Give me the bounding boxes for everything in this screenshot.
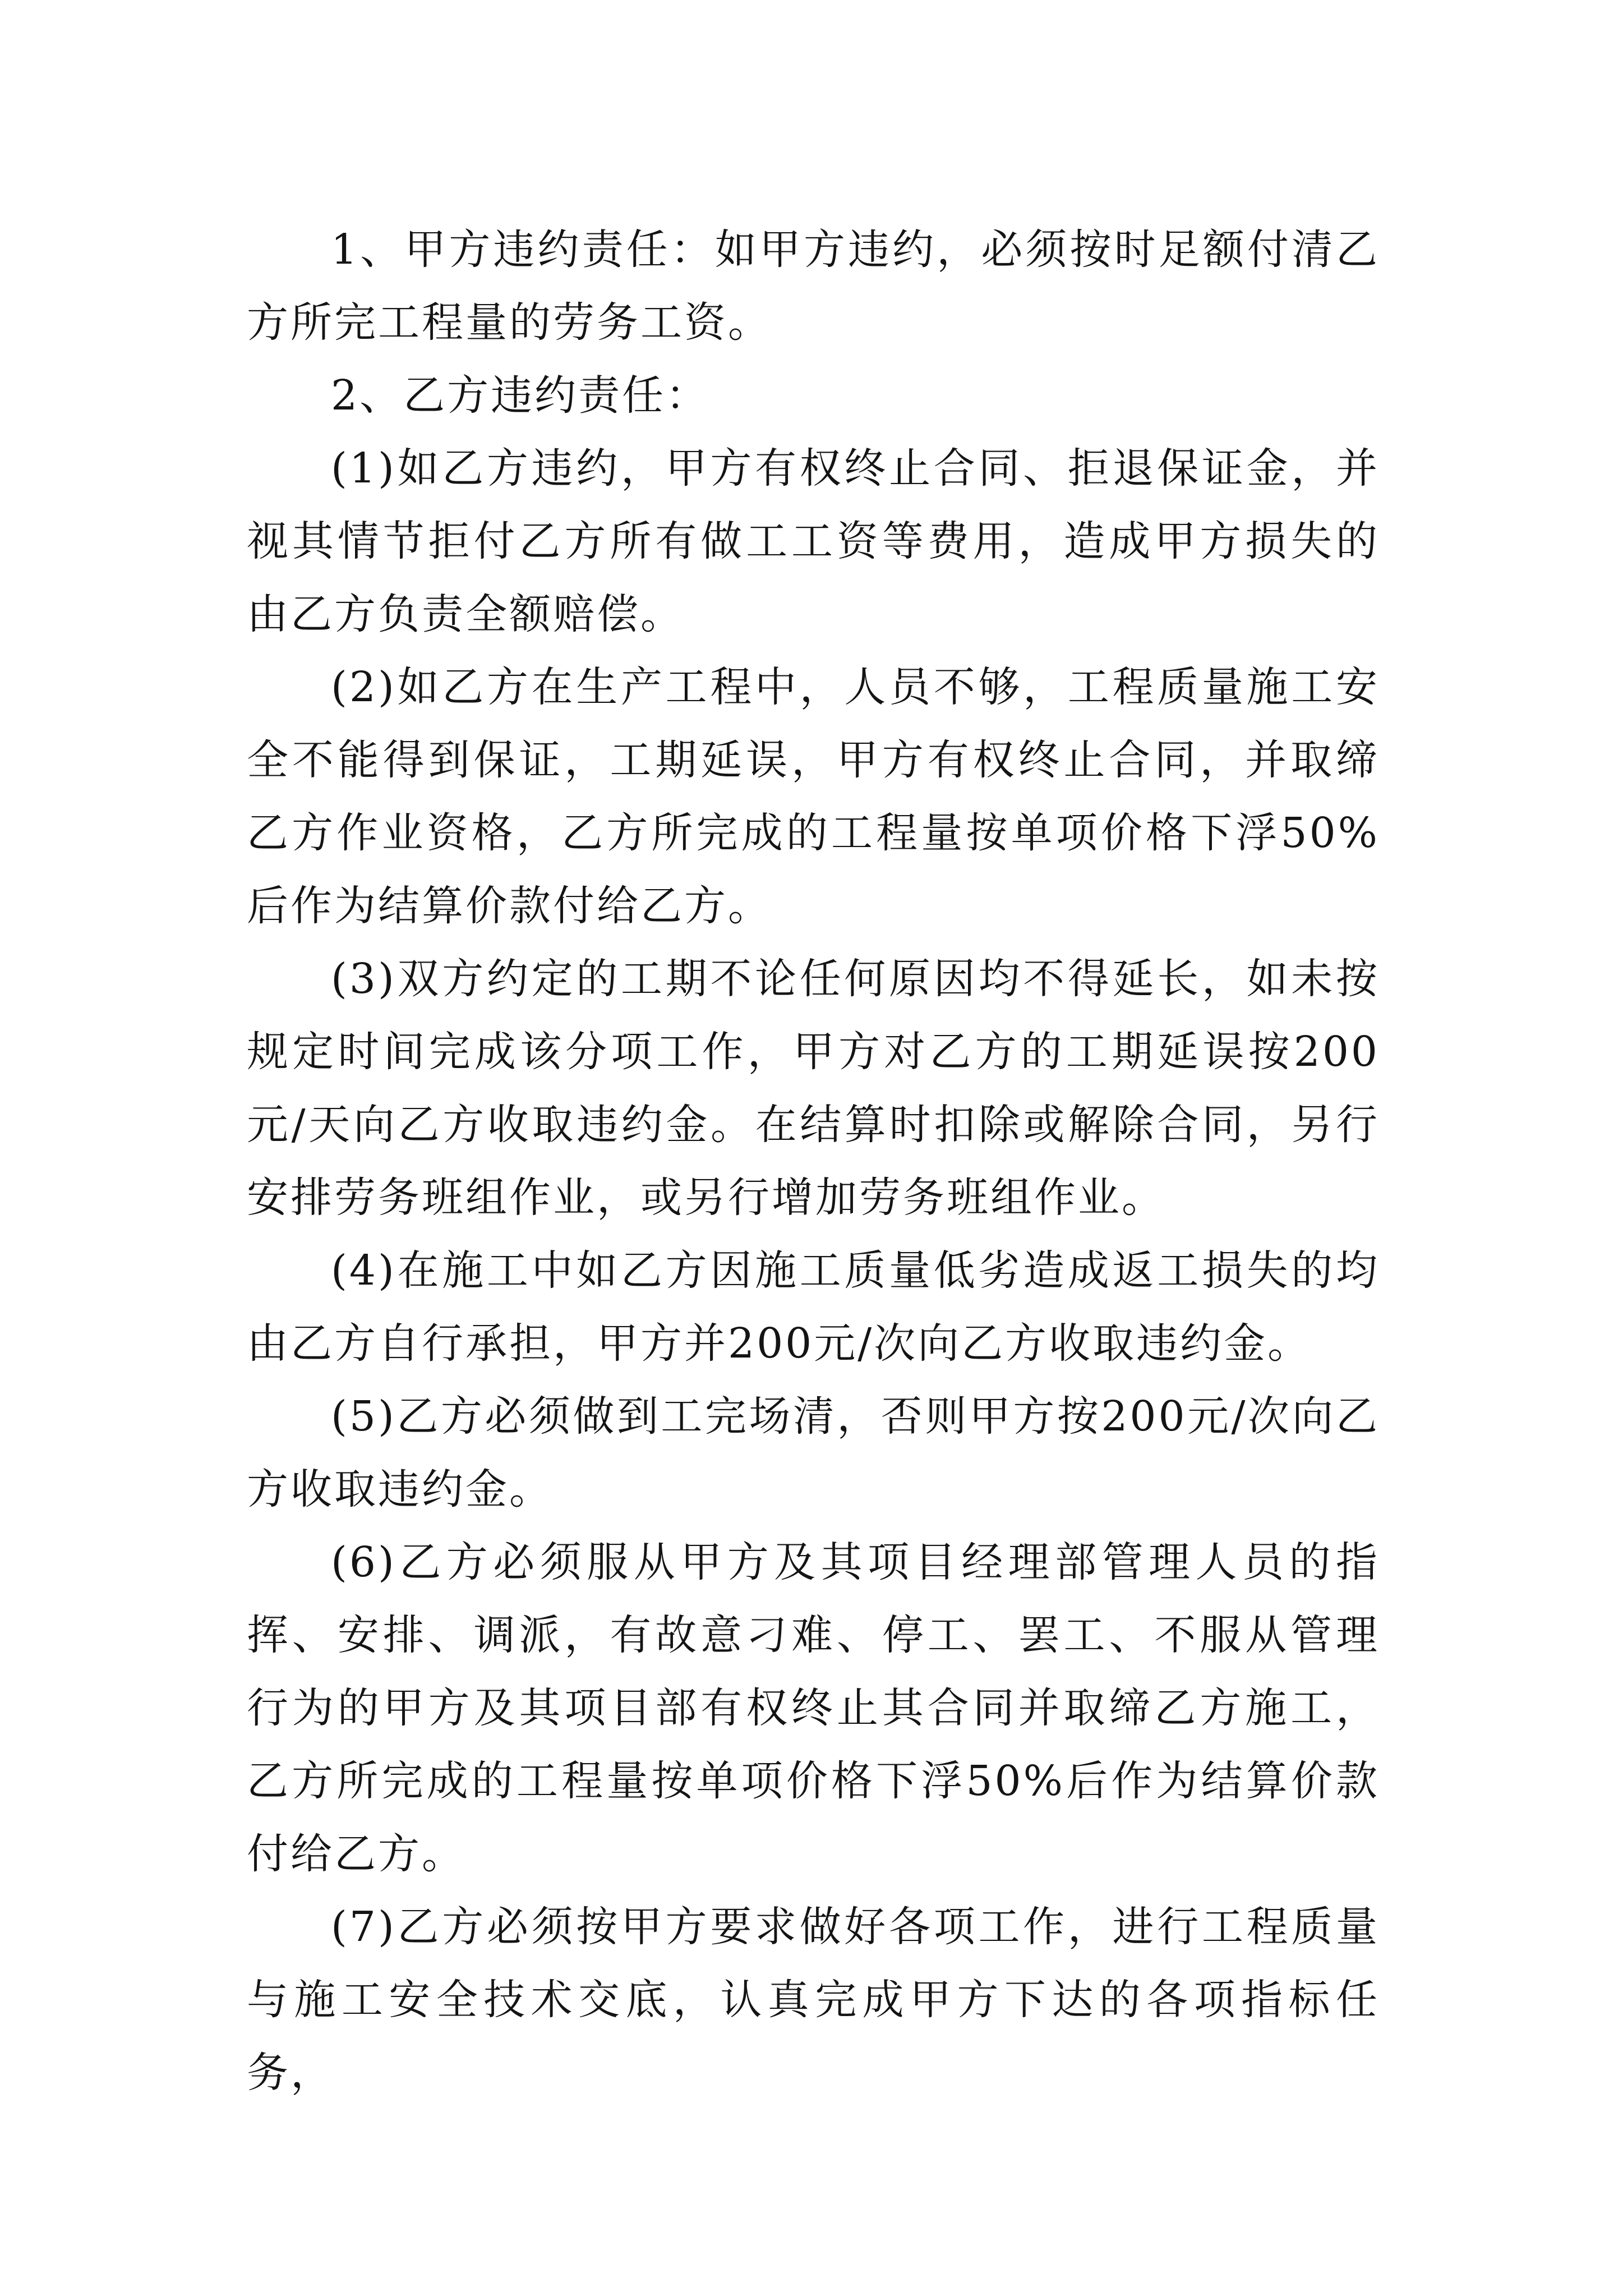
paragraph-party-b-liability-heading: 2、乙方违约责任： [331, 371, 710, 420]
paragraph-party-a-liability: 1、甲方违约责任：如甲方违约，必须按时足额付清乙方所完工程量的劳务工资。 [247, 226, 1380, 347]
paragraph-clause-6: (6)乙方必须服从甲方及其项目经理部管理人员的指挥、安排、调派，有故意刁难、停工、罢工、不服从管理行为的甲方及其项目部有权终止其合同并取缔乙方施工，乙方所完成的工程量按单项价格下浮50%后作为结算价款付给乙方。 [247, 1538, 1380, 1878]
paragraph-clause-3: (3)双方约定的工期不论任何原因均不得延长，如未按规定时间完成该分项工作，甲方对乙方的工期延误按200元/天向乙方收取违约金。在结算时扣除或解除合同，另行安排劳务班组作业，或另行增加劳务班组作业。 [247, 955, 1380, 1222]
paragraph-clause-4: (4)在施工中如乙方因施工质量低劣造成返工损失的均由乙方自行承担，甲方并200元/次向乙方收取违约金。 [247, 1246, 1380, 1368]
paragraph-clause-7: (7)乙方必须按甲方要求做好各项工作，进行工程质量与施工安全技术交底，认真完成甲方下达的各项指标任务， [247, 1903, 1380, 2097]
paragraph-clause-5: (5)乙方必须做到工完场清，否则甲方按200元/次向乙方收取违约金。 [247, 1392, 1380, 1513]
paragraph-clause-1: (1)如乙方违约，甲方有权终止合同、拒退保证金，并视其情节拒付乙方所有做工工资等费用，造成甲方损失的由乙方负责全额赔偿。 [247, 444, 1380, 638]
document-body [247, 213, 1380, 2109]
paragraph-clause-2: (2)如乙方在生产工程中，人员不够，工程质量施工安全不能得到保证，工期延误，甲方有权终止合同，并取缔乙方作业资格，乙方所完成的工程量按单项价格下浮50%后作为结算价款付给乙方。 [247, 663, 1380, 930]
